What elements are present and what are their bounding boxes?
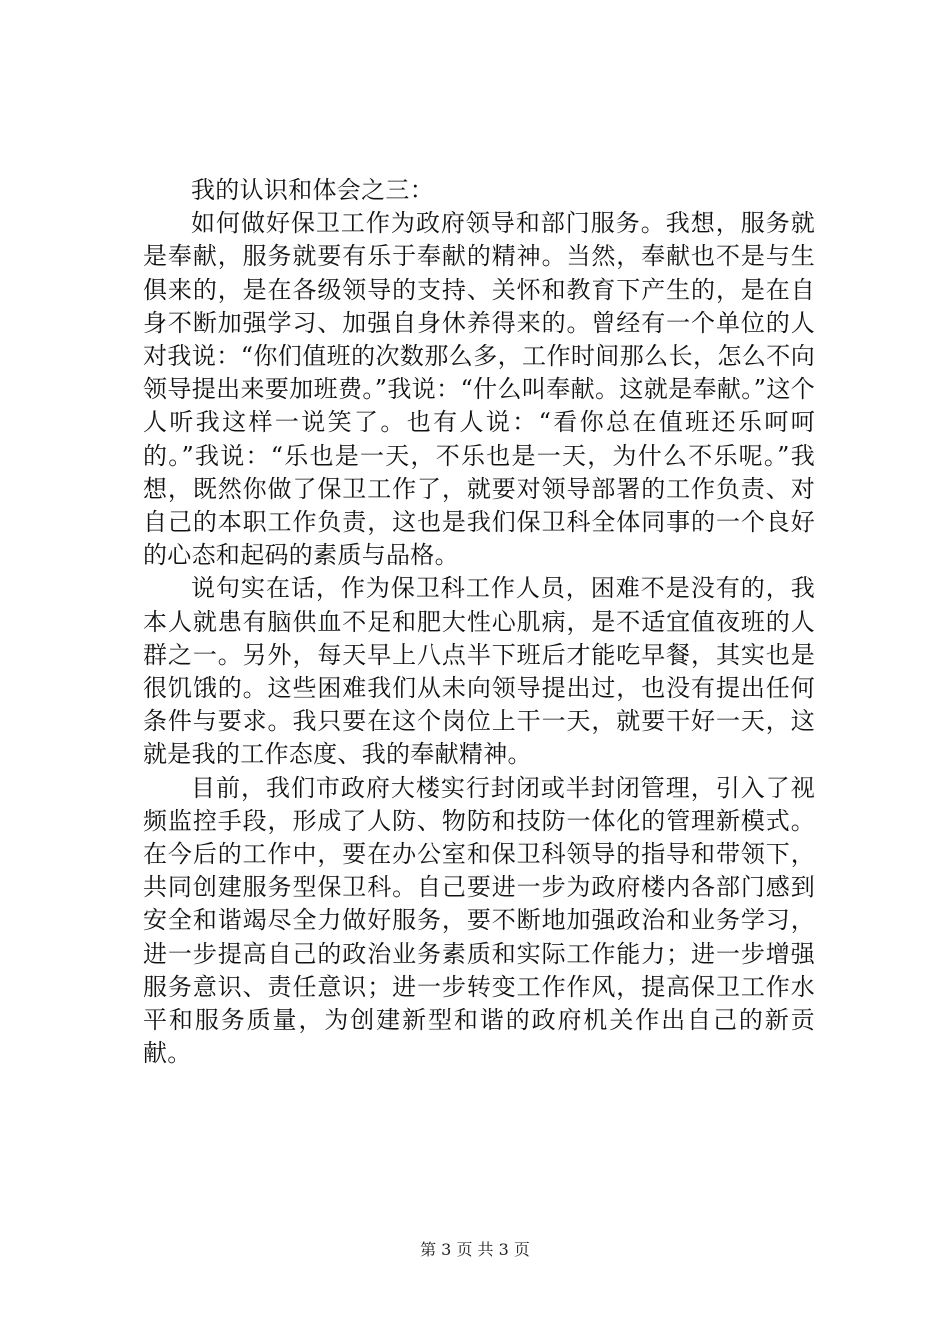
document-body — [143, 174, 815, 1070]
page-number-footer: 第 3 页 共 3 页 — [420, 1240, 530, 1259]
paragraph: 说句实在话，作为保卫科工作人员，困难不是没有的，我本人就患有脑供血不足和肥大性心肌病，是不适宜值夜班的人群之一。另外，每天早上八点半下班后才能吃早餐，其实也是很饥饿的。这些困难我们从未向领导提出过，也没有提出任何条件与要求。我只要在这个岗位上干一天，就要干好一天，这就是我的工作态度、我的奉献精神。 — [143, 574, 815, 769]
paragraph-heading: 我的认识和体会之三： — [191, 176, 434, 204]
paragraph: 如何做好保卫工作为政府领导和部门服务。我想，服务就是奉献，服务就要有乐于奉献的精神。当然，奉献也不是与生俱来的，是在各级领导的支持、关怀和教育下产生的，是在自身不断加强学习、加强自身休养得来的。曾经有一个单位的人对我说：“你们值班的次数那么多，工作时间那么长，怎么不向领导提出来要加班费。”我说：“什么叫奉献。这就是奉献。”这个人听我这样一说笑了。也有人说：“看你总在值班还乐呵呵的。”我说：“乐也是一天，不乐也是一天，为什么不乐呢。”我想，既然你做了保卫工作了，就要对领导部署的工作负责、对自己的本职工作负责，这也是我们保卫科全体同事的一个良好的心态和起码的素质与品格。 — [143, 209, 815, 570]
paragraph: 目前，我们市政府大楼实行封闭或半封闭管理，引入了视频监控手段，形成了人防、物防和技防一体化的管理新模式。在今后的工作中，要在办公室和保卫科领导的指导和带领下，共同创建服务型保卫科。自己要进一步为政府楼内各部门感到安全和谐竭尽全力做好服务，要不断地加强政治和业务学习，进一步提高自己的政治业务素质和实际工作能力；进一步增强服务意识、责任意识；进一步转变工作作风，提高保卫工作水平和服务质量，为创建新型和谐的政府机关作出自己的新贡献。 — [143, 773, 815, 1068]
